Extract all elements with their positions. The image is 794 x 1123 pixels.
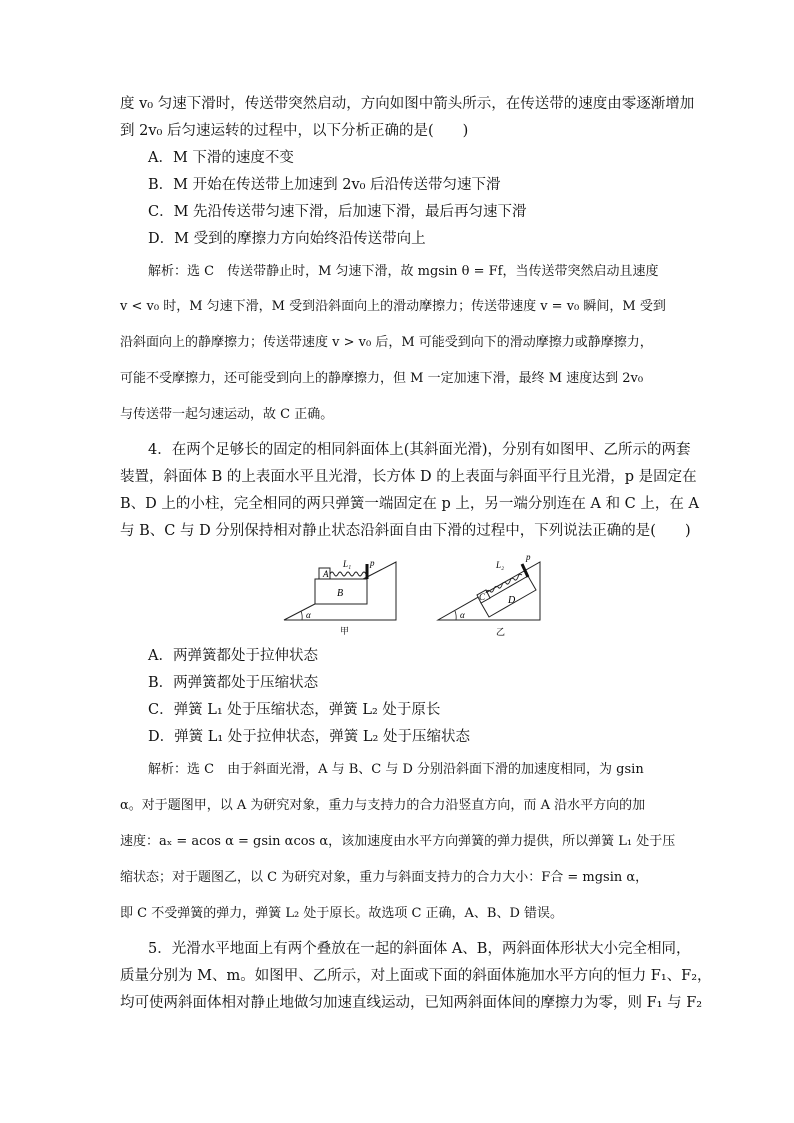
q4-stem-line-3: B、D 上的小柱，完全相同的两只弹簧一端固定在 p 上，另一端分别连在 A 和 C 上，在 A xyxy=(120,496,699,512)
q4-explanation-line-2: α。对于题图甲，以 A 为研究对象，重力与支持力的合力沿竖直方向，而 A 沿水平方向的加 xyxy=(120,798,646,813)
q3-explanation-line-5: 与传送带一起匀速运动，故 C 正确。 xyxy=(120,407,334,422)
q4-explanation-line-5: 即 C 不受弹簧的弹力，弹簧 L₂ 处于原长。故选项 C 正确，A、B、D 错误。 xyxy=(120,906,564,921)
q4-explanation-line-3: 速度：aₓ = acos α = gsin αcos α，该加速度由水平方向弹簧的弹力提供，所以弹簧 L₁ 处于压 xyxy=(120,834,676,849)
figure-yi xyxy=(436,548,548,640)
label-p-jia: p xyxy=(370,558,375,568)
angle-arc-yi xyxy=(455,611,456,620)
q4-option-d: D．弹簧 L₁ 处于拉伸状态，弹簧 L₂ 处于压缩状态 xyxy=(148,729,470,745)
q4-option-b: B．两弹簧都处于压缩状态 xyxy=(148,675,319,691)
q3-option-c: C．M 先沿传送带匀速下滑，后加速下滑，最后再匀速下滑 xyxy=(148,204,527,220)
q3-option-d: D．M 受到的摩擦力方向始终沿传送带向上 xyxy=(148,231,426,247)
q3-option-a: A．M 下滑的速度不变 xyxy=(148,150,294,166)
q3-explanation-line-2: v < v₀ 时，M 匀速下滑，M 受到沿斜面向上的滑动摩擦力；传送带速度 v = v₀ 瞬间，M 受到 xyxy=(120,299,666,314)
label-l1: L₁ xyxy=(343,559,352,569)
figure-jia xyxy=(282,554,402,640)
label-a: A xyxy=(323,569,329,579)
caption-jia: 甲 xyxy=(340,626,350,636)
q4-stem-line-1: 4．在两个足够长的固定的相同斜面体上(其斜面光滑)，分别有如图甲、乙所示的两套 xyxy=(148,442,691,458)
q3-stem-line-2: 到 2v₀ 后匀速运转的过程中，以下分析正确的是( ) xyxy=(120,123,469,139)
post-p-yi xyxy=(522,564,528,577)
q5-stem-line-3: 均可使两斜面体相对静止地做匀加速直线运动，已知两斜面体间的摩擦力为零，则 F₁ 与 F₂ xyxy=(120,995,703,1011)
q4-explanation-line-4: 缩状态；对于题图乙，以 C 为研究对象，重力与斜面支持力的合力大小：F合 = mgsin α， xyxy=(120,870,649,885)
q4-option-c: C．弹簧 L₁ 处于压缩状态，弹簧 L₂ 处于原长 xyxy=(148,702,441,718)
spring-l1 xyxy=(330,572,366,576)
q5-stem-line-2: 质量分别为 M、m。如图甲、乙所示，对上面或下面的斜面体施加水平方向的恒力 F₁、F₂， xyxy=(120,968,712,984)
caption-yi: 乙 xyxy=(496,627,506,637)
label-alpha-yi: α xyxy=(460,610,465,620)
q3-stem-line-1: 度 v₀ 匀速下滑时，传送带突然启动，方向如图中箭头所示，在传送带的速度由零逐渐增加 xyxy=(120,96,695,112)
angle-arc-jia xyxy=(301,611,302,620)
label-alpha-jia: α xyxy=(306,610,311,620)
q5-stem-line-1: 5．光滑水平地面上有两个叠放在一起的斜面体 A、B，两斜面体形状大小完全相同， xyxy=(148,941,691,957)
q3-explanation-line-1: 解析：选 C 传送带静止时，M 匀速下滑，故 mgsin θ = Ff，当传送带突然启动且速度 xyxy=(148,264,659,279)
q3-explanation-line-3: 沿斜面向上的静摩擦力；传送带速度 v > v₀ 后，M 可能受到向下的滑动摩擦力或静摩擦力， xyxy=(120,335,653,350)
q3-option-b: B．M 开始在传送带上加速到 2v₀ 后沿传送带匀速下滑 xyxy=(148,177,501,193)
q4-option-a: A．两弹簧都处于拉伸状态 xyxy=(148,648,318,664)
label-l2: L₂ xyxy=(496,560,505,570)
q4-explanation-line-1: 解析：选 C 由于斜面光滑，A 与 B、C 与 D 分别沿斜面下滑的加速度相同，为 gsin xyxy=(148,762,644,777)
label-d: D xyxy=(508,595,516,606)
q4-stem-line-2: 装置，斜面体 B 的上表面水平且光滑，长方体 D 的上表面与斜面平行且光滑，p 是固定在 xyxy=(120,469,697,485)
q4-stem-line-4: 与 B、C 与 D 分别保持相对静止状态沿斜面自由下滑的过程中，下列说法正确的是( ) xyxy=(120,523,691,539)
label-p-yi: p xyxy=(526,552,531,562)
label-c: C xyxy=(479,592,486,602)
q3-explanation-line-4: 可能不受摩擦力，还可能受到向上的静摩擦力，但 M 一定加速下滑，最终 M 速度达到 2v₀ xyxy=(120,371,644,386)
label-b: B xyxy=(337,588,344,599)
